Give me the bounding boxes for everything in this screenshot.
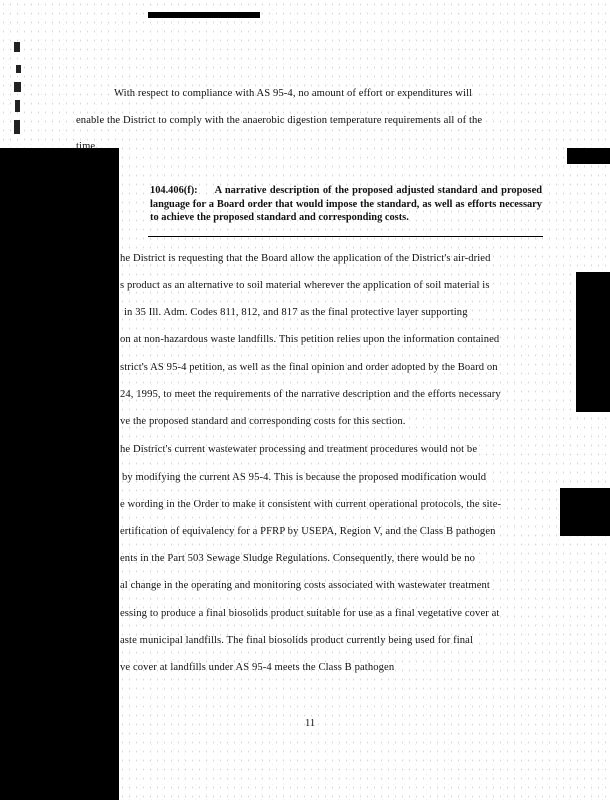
margin-scan-marks — [2, 20, 30, 150]
section-heading-text: A narrative description of the proposed adjusted standard and proposed language for a Board order that would impose the standard, as well as efforts necessary to achieve the proposed standard and corresponding costs. — [150, 185, 542, 223]
right-black-block-1 — [567, 148, 610, 164]
para1-line-2: enable the District to comply with the anaerobic digestion temperature requirements all of the — [76, 115, 483, 126]
para3-line-9: ve cover at landfills under AS 95-4 meets the Class B pathogen — [120, 662, 395, 673]
para1-line-3: time. — [76, 141, 98, 152]
para3-line-6: al change in the operating and monitoring costs associated with wastewater treatment — [120, 580, 490, 591]
para2-line-7: ve the proposed standard and corresponding costs for this section. — [120, 416, 406, 427]
redaction-bar-top — [148, 12, 260, 18]
para2-line-1: he District is requesting that the Board allow the application of the District's air-dried — [120, 253, 491, 264]
para3-line-7: essing to produce a final biosolids product suitable for use as a final vegetative cover at — [120, 608, 500, 619]
section-heading — [150, 184, 542, 225]
para3-line-4: ertification of equivalency for a PFRP by USEPA, Region V, and the Class B pathogen — [120, 526, 496, 537]
para3-line-1: he District's current wastewater processing and treatment procedures would not be — [120, 444, 478, 455]
para2-line-5: strict's AS 95-4 petition, as well as the final opinion and order adopted by the Board on — [120, 362, 498, 373]
para3-line-8: aste municipal landfills. The final biosolids product currently being used for final — [120, 635, 474, 646]
heading-underline — [148, 236, 543, 237]
section-number: 104.406(f): — [150, 185, 198, 196]
para3-line-5: ents in the Part 503 Sewage Sludge Regulations. Consequently, there would be no — [120, 553, 475, 564]
right-black-block-2 — [576, 272, 610, 412]
para1-line-1: With respect to compliance with AS 95-4, no amount of effort or expenditures will — [114, 88, 473, 99]
page-number: 11 — [305, 718, 316, 729]
para2-line-6: 24, 1995, to meet the requirements of the narrative description and the efforts necessary — [120, 389, 501, 400]
para2-line-4: on at non-hazardous waste landfills. This petition relies upon the information contained — [120, 334, 500, 345]
para3-line-3: e wording in the Order to make it consistent with current operational protocols, the site- — [120, 499, 502, 510]
para3-line-2: by modifying the current AS 95-4. This is because the proposed modification would — [122, 472, 487, 483]
para2-line-3: in 35 Ill. Adm. Codes 811, 812, and 817 as the final protective layer supporting — [124, 307, 468, 318]
left-black-block — [0, 148, 119, 800]
right-black-block-3 — [560, 488, 610, 536]
para2-line-2: s product as an alternative to soil material wherever the application of soil material is — [120, 280, 490, 291]
